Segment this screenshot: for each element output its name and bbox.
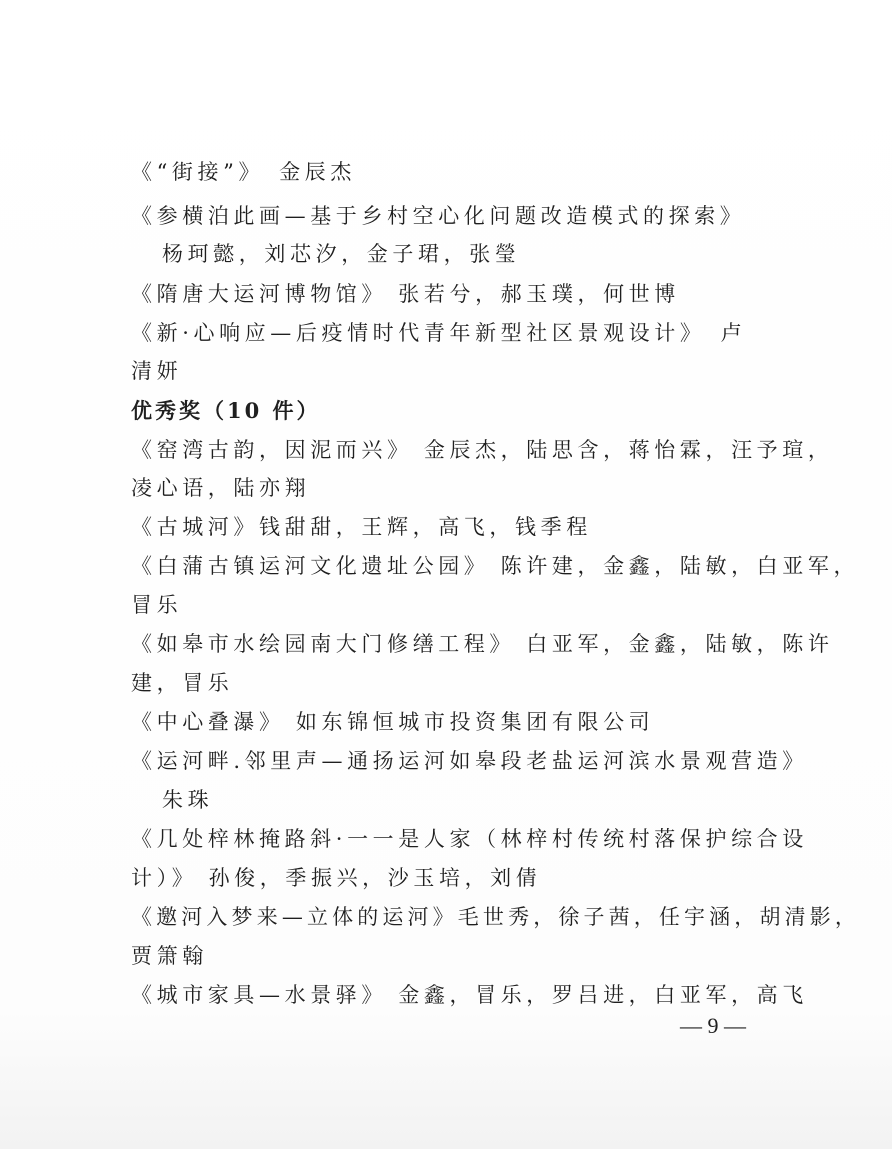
award-entry-yunhepan-title: 《运河畔.邻里声—通扬运河如皋段老盐运河滨水景观营造》 [131, 749, 808, 773]
award-entry-chengshi-jiaju: 《城市家具—水景驿》 金鑫，冒乐，罗吕进，白亚军，高飞 [131, 983, 808, 1007]
award-entry-yaowan: 《窑湾古韵，因泥而兴》 金辰杰，陆思含，蒋怡霖，汪予瑄， [131, 438, 834, 462]
award-entry-yaowan-cont: 凌心语，陆亦翔 [131, 476, 311, 500]
award-entry-baipu: 《白蒲古镇运河文化遗址公园》 陈许建，金鑫，陆敏，白亚军， [131, 554, 860, 578]
page-number: — 9 — [680, 1013, 746, 1038]
award-entry-shuihuiyuan: 《如皋市水绘园南大门修缮工程》 白亚军，金鑫，陆敏，陈许 [131, 632, 834, 656]
award-entry-xinxinxiangying-cont: 清妍 [131, 359, 183, 383]
award-entry-canheng-authors: 杨珂懿，刘芯汐，金子珺，张瑩 [162, 242, 521, 266]
award-entry-baipu-cont: 冒乐 [131, 593, 183, 617]
award-entry-canheng-title: 《参横泊此画—基于乡村空心化问题改造模式的探索》 [131, 204, 746, 228]
award-entry-xinxinxiangying: 《新·心响应—后疫情时代青年新型社区景观设计》 卢 [131, 321, 747, 345]
section-heading-excellence-award: 优秀奖（10 件） [131, 398, 321, 423]
award-entry-suitang-museum: 《隋唐大运河博物馆》 张若兮，郝玉璞，何世博 [131, 282, 680, 306]
award-entry-yaohe-rumeng: 《邀河入梦来—立体的运河》毛世秀，徐子茜，任宇涵，胡清影， [131, 905, 860, 929]
award-entry-jiejie: 《“街接”》 金辰杰 [131, 160, 356, 184]
award-entry-yunhepan-authors: 朱珠 [162, 788, 214, 812]
award-entry-jichu-zilin-cont: 计）》 孙俊，季振兴，沙玉培，刘倩 [131, 866, 542, 890]
award-entry-shuihuiyuan-cont: 建，冒乐 [131, 671, 234, 695]
award-entry-gucheng-river: 《古城河》钱甜甜，王辉，高飞，钱季程 [131, 515, 592, 539]
award-entry-zhongxin-diepu: 《中心叠瀑》 如东锦恒城市投资集团有限公司 [131, 710, 655, 734]
award-entry-jichu-zilin: 《几处梓林掩路斜·一一是人家（林梓村传统村落保护综合设 [131, 827, 808, 851]
award-entry-yaohe-rumeng-cont: 贾箫翰 [131, 944, 208, 968]
